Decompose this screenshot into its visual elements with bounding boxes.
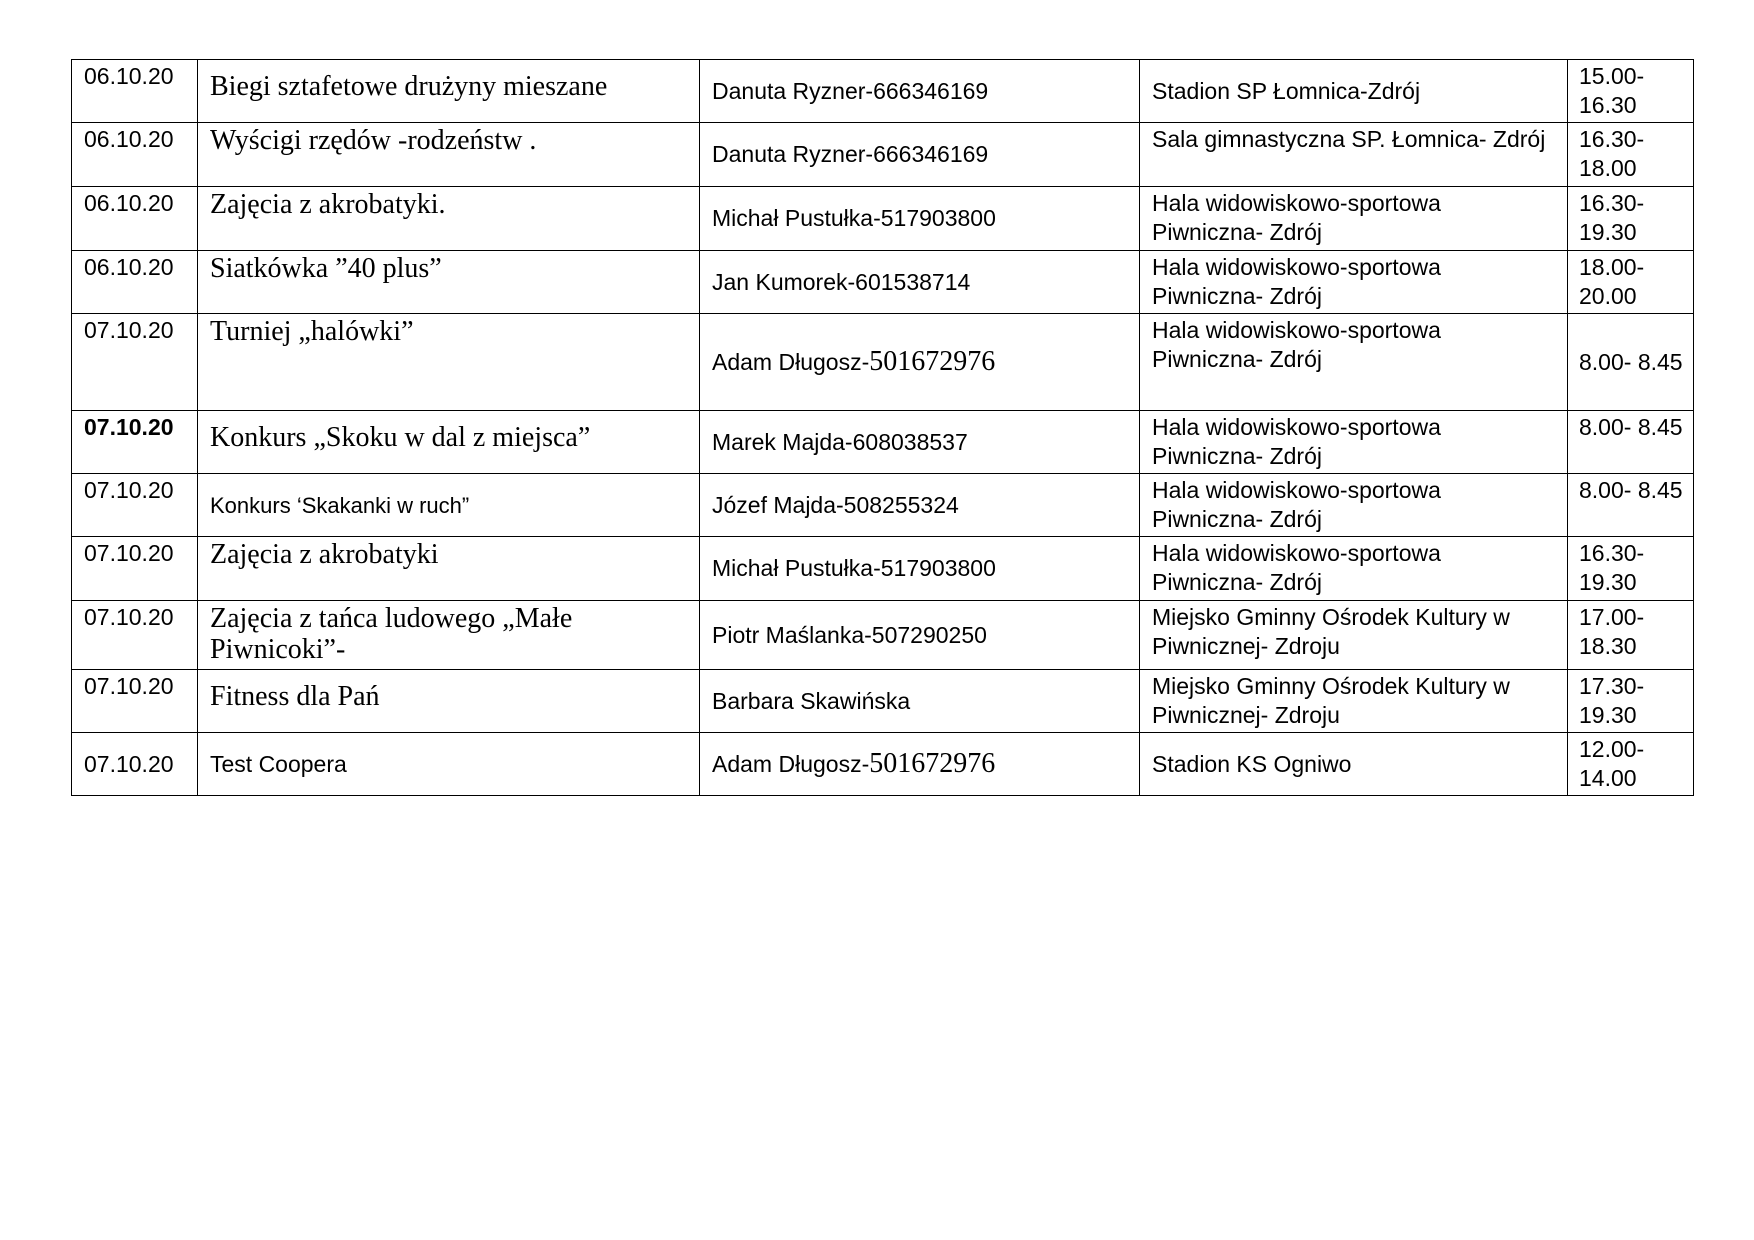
contact-cell bbox=[700, 670, 1140, 733]
time-cell: 8.00- 8.45 bbox=[1568, 474, 1694, 537]
table-row bbox=[72, 123, 1694, 187]
table-row bbox=[72, 670, 1694, 733]
date-cell: 06.10.20 bbox=[72, 251, 198, 314]
contact-cell bbox=[700, 537, 1140, 601]
time-cell: 17.30- 19.30 bbox=[1568, 670, 1694, 733]
activity-cell: Konkurs „Skoku w dal z miejsca” bbox=[198, 411, 700, 474]
contact-cell bbox=[700, 314, 1140, 411]
date-cell: 07.10.20 bbox=[72, 601, 198, 670]
contact-name: Piotr Maślanka- bbox=[712, 621, 872, 648]
contact-cell bbox=[700, 60, 1140, 123]
place-cell: Hala widowiskowo-sportowa Piwniczna- Zdrój bbox=[1140, 314, 1568, 411]
contact-phone: 517903800 bbox=[880, 555, 996, 581]
place-cell: Hala widowiskowo-sportowa Piwniczna- Zdrój bbox=[1140, 251, 1568, 314]
time-cell: 16.30- 19.30 bbox=[1568, 187, 1694, 251]
time-cell: 8.00- 8.45 bbox=[1568, 314, 1694, 411]
activity-cell: Zajęcia z tańca ludowego „Małe Piwnicoki”- bbox=[198, 601, 700, 670]
contact-name: Jan Kumorek- bbox=[712, 268, 856, 295]
place-cell: Hala widowiskowo-sportowa Piwniczna- Zdrój bbox=[1140, 474, 1568, 537]
activity-cell: Fitness dla Pań bbox=[198, 670, 700, 733]
place-cell: Stadion SP Łomnica-Zdrój bbox=[1140, 60, 1568, 123]
table-row bbox=[72, 474, 1694, 537]
date-cell: 07.10.20 bbox=[72, 537, 198, 601]
date-cell: 07.10.20 bbox=[72, 733, 198, 796]
activity-cell: Test Coopera bbox=[198, 733, 700, 796]
place-cell: Sala gimnastyczna SP. Łomnica- Zdrój bbox=[1140, 123, 1568, 187]
contact-name: Marek Majda- bbox=[712, 428, 853, 455]
table-row bbox=[72, 601, 1694, 670]
time-cell: 12.00- 14.00 bbox=[1568, 733, 1694, 796]
activity-cell: Wyścigi rzędów -rodzeństw . bbox=[198, 123, 700, 187]
table-row bbox=[72, 187, 1694, 251]
time-cell: 15.00- 16.30 bbox=[1568, 60, 1694, 123]
contact-phone: 517903800 bbox=[880, 205, 996, 231]
time-cell: 18.00- 20.00 bbox=[1568, 251, 1694, 314]
table-row bbox=[72, 733, 1694, 796]
date-cell: 07.10.20 bbox=[72, 474, 198, 537]
contact-cell bbox=[700, 474, 1140, 537]
contact-name: Józef Majda- bbox=[712, 491, 844, 518]
contact-cell bbox=[700, 187, 1140, 251]
time-cell: 17.00- 18.30 bbox=[1568, 601, 1694, 670]
contact-name: Adam Długosz- bbox=[712, 349, 870, 375]
table-row bbox=[72, 60, 1694, 123]
contact-phone: 501672976 bbox=[869, 748, 996, 779]
place-cell: Hala widowiskowo-sportowa Piwniczna- Zdrój bbox=[1140, 187, 1568, 251]
contact-phone: 666346169 bbox=[873, 77, 989, 104]
table-row bbox=[72, 314, 1694, 411]
table-row bbox=[72, 251, 1694, 314]
activity-cell: Konkurs ‘Skakanki w ruch” bbox=[198, 474, 700, 537]
date-cell: 07.10.20 bbox=[72, 411, 198, 474]
schedule-table bbox=[71, 59, 1694, 796]
activity-cell: Siatkówka ”40 plus” bbox=[198, 251, 700, 314]
contact-phone: 666346169 bbox=[873, 141, 989, 167]
activity-cell: Zajęcia z akrobatyki bbox=[198, 537, 700, 601]
contact-name: Adam Długosz- bbox=[712, 751, 870, 777]
contact-name: Michał Pustułka- bbox=[712, 555, 881, 581]
contact-cell bbox=[700, 733, 1140, 796]
date-cell: 06.10.20 bbox=[72, 187, 198, 251]
contact-name: Barbara Skawińska bbox=[712, 687, 911, 714]
time-cell: 16.30- 18.00 bbox=[1568, 123, 1694, 187]
contact-phone: 601538714 bbox=[855, 268, 971, 295]
date-cell: 06.10.20 bbox=[72, 123, 198, 187]
contact-name: Danuta Ryzner- bbox=[712, 77, 874, 104]
contact-phone: 501672976 bbox=[869, 346, 996, 377]
contact-phone: 608038537 bbox=[852, 428, 968, 455]
place-cell: Miejsko Gminny Ośrodek Kultury w Piwnicznej- Zdroju bbox=[1140, 601, 1568, 670]
contact-cell bbox=[700, 601, 1140, 670]
date-cell: 07.10.20 bbox=[72, 314, 198, 411]
contact-name: Danuta Ryzner- bbox=[712, 141, 874, 167]
table-row bbox=[72, 411, 1694, 474]
activity-cell: Biegi sztafetowe drużyny mieszane bbox=[198, 60, 700, 123]
date-cell: 07.10.20 bbox=[72, 670, 198, 733]
contact-phone: 507290250 bbox=[871, 621, 987, 648]
contact-cell bbox=[700, 123, 1140, 187]
contact-name: Michał Pustułka- bbox=[712, 205, 881, 231]
contact-phone: 508255324 bbox=[843, 491, 959, 518]
table-row bbox=[72, 537, 1694, 601]
contact-cell bbox=[700, 411, 1140, 474]
place-cell: Hala widowiskowo-sportowa Piwniczna- Zdrój bbox=[1140, 537, 1568, 601]
place-cell: Miejsko Gminny Ośrodek Kultury w Piwnicznej- Zdroju bbox=[1140, 670, 1568, 733]
place-cell: Hala widowiskowo-sportowa Piwniczna- Zdrój bbox=[1140, 411, 1568, 474]
time-cell: 16.30- 19.30 bbox=[1568, 537, 1694, 601]
activity-cell: Turniej „halówki” bbox=[198, 314, 700, 411]
time-cell: 8.00- 8.45 bbox=[1568, 411, 1694, 474]
contact-cell bbox=[700, 251, 1140, 314]
activity-cell: Zajęcia z akrobatyki. bbox=[198, 187, 700, 251]
date-cell: 06.10.20 bbox=[72, 60, 198, 123]
place-cell: Stadion KS Ogniwo bbox=[1140, 733, 1568, 796]
